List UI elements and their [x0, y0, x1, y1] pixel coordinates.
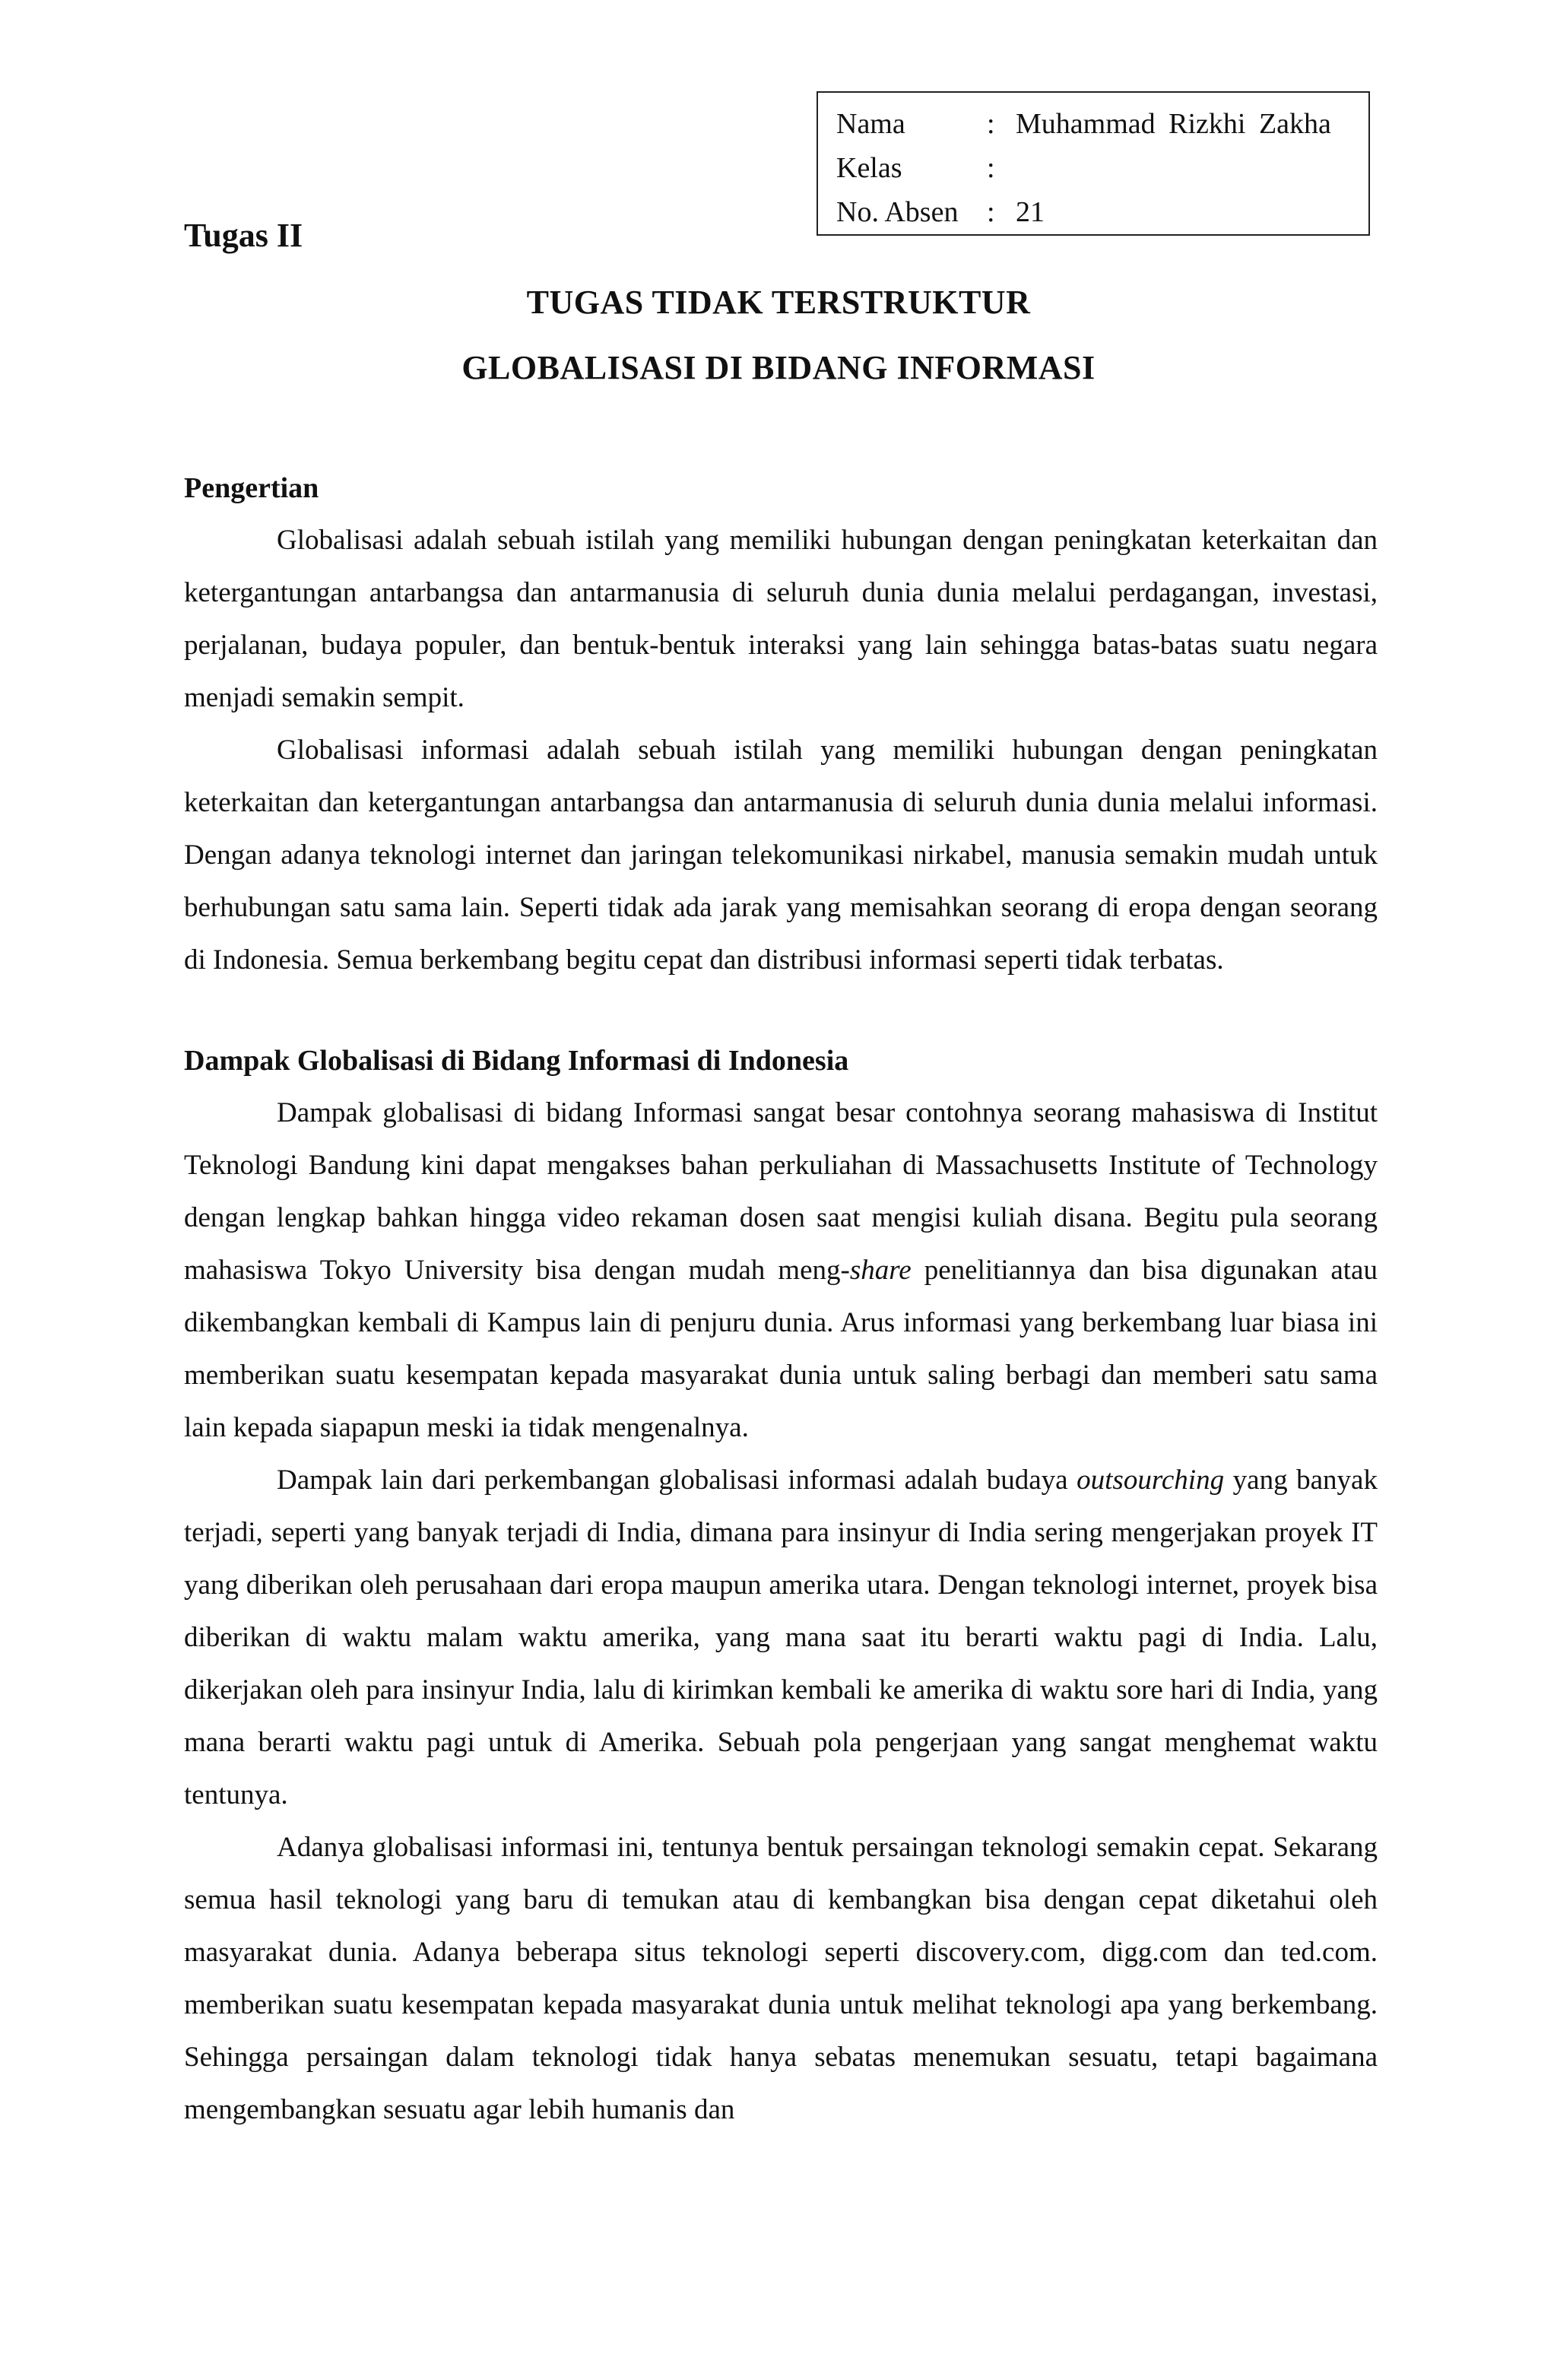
- paragraph-dampak-1-italic: share: [849, 1255, 912, 1286]
- name-value: Muhammad Rizkhi Zakha: [1016, 108, 1331, 140]
- paragraph-pengertian-1: Globalisasi adalah sebuah istilah yang memiliki hubungan dengan peningkatan keterkaitan dan ketergantungan antarbangsa dan antarmanusia di seluruh dunia dunia melalui perdagangan, investasi, perjalanan, budaya populer, dan bentuk-bentuk interaksi yang lain sehingga batas-batas suatu negara menjadi semakin sempit.: [184, 525, 1378, 713]
- paragraph-dampak-3: Adanya globalisasi informasi ini, tentunya bentuk persaingan teknologi semakin cepat. Sekarang semua hasil teknologi yang baru di temukan atau di kembangkan bisa dengan cepat diketahui oleh masyarakat dunia. Adanya beberapa situs teknologi seperti discovery.com, digg.com dan ted.com. memberikan suatu kesempatan kepada masyarakat dunia untuk melihat teknologi apa yang berkembang. Sehingga persaingan dalam teknologi tidak hanya sebatas menemukan sesuatu, tetapi bagaimana mengembangkan sesuatu agar lebih humanis dan: [184, 1832, 1378, 2125]
- section-heading-pengertian: Pengertian: [184, 472, 319, 504]
- paragraph-dampak-1-text-b: penelitiannya dan bisa digunakan atau dikembangkan kembali di Kampus lain di penjuru dunia. Arus informasi yang berkembang luar biasa ini memberikan suatu kesempatan kepada masyarakat dunia untuk saling berbagi dan memberi satu sama lain kepada siapapun meski ia tidak mengenalnya.: [184, 1255, 1378, 1443]
- paragraph-dampak-1: [184, 1087, 1378, 1454]
- document-body: [184, 462, 1378, 2136]
- absen-label: No. Absen: [836, 196, 959, 228]
- student-identity-box: [817, 91, 1370, 236]
- assignment-label: Tugas II: [184, 217, 303, 254]
- paragraph-pengertian-2: Globalisasi informasi adalah sebuah istilah yang memiliki hubungan dengan peningkatan keterkaitan dan ketergantungan antarbangsa dan antarmanusia di seluruh dunia dunia melalui informasi. Dengan adanya teknologi internet dan jaringan telekomunikasi nirkabel, manusia semakin mudah untuk berhubungan satu sama lain. Seperti tidak ada jarak yang memisahkan seorang di eropa dengan seorang di Indonesia. Semua berkembang begitu cepat dan distribusi informasi seperti tidak terbatas.: [184, 735, 1378, 976]
- paragraph-dampak-2: [184, 1454, 1378, 1821]
- document-subtitle: GLOBALISASI DI BIDANG INFORMASI: [461, 349, 1096, 386]
- absen-row: [818, 190, 1368, 234]
- section-spacer: [184, 986, 1378, 1035]
- name-label: Nama: [836, 108, 905, 140]
- paragraph-dampak-1-text-a: Dampak globalisasi di bidang Informasi sangat besar contohnya seorang mahasiswa di Institut Teknologi Bandung kini dapat mengakses bahan perkuliahan di Massachusetts Institute of Technology dengan lengkap bahkan hingga video rekaman dosen saat mengisi kuliah disana. Begitu pula seorang mahasiswa Tokyo University bisa dengan mudah meng-: [184, 1097, 1378, 1286]
- paragraph-dampak-2-italic: outsourching: [1077, 1464, 1225, 1496]
- absen-separator: :: [987, 196, 995, 228]
- section-heading-dampak: Dampak Globalisasi di Bidang Informasi di Indonesia: [184, 1045, 849, 1077]
- class-separator: :: [987, 152, 995, 184]
- document-title: TUGAS TIDAK TERSTRUKTUR: [526, 284, 1031, 321]
- name-separator: :: [987, 108, 995, 140]
- class-label: Kelas: [836, 152, 902, 184]
- paragraph-dampak-2-text-a: Dampak lain dari perkembangan globalisasi informasi adalah budaya: [277, 1464, 1077, 1496]
- paragraph-dampak-2-text-b: yang banyak terjadi, seperti yang banyak terjadi di India, dimana para insinyur di India sering mengerjakan proyek IT yang diberikan oleh perusahaan dari eropa maupun amerika utara. Dengan teknologi internet, proyek bisa diberikan di waktu malam waktu amerika, yang mana saat itu berarti waktu pagi di India. Lalu, dikerjakan oleh para insinyur India, lalu di kirimkan kembali ke amerika di waktu sore hari di India, yang mana berarti waktu pagi untuk di Amerika. Sebuah pola pengerjaan yang sangat menghemat waktu tentunya.: [184, 1464, 1378, 1810]
- absen-value: 21: [1016, 196, 1045, 228]
- name-row: [818, 102, 1368, 146]
- class-row: [818, 146, 1368, 190]
